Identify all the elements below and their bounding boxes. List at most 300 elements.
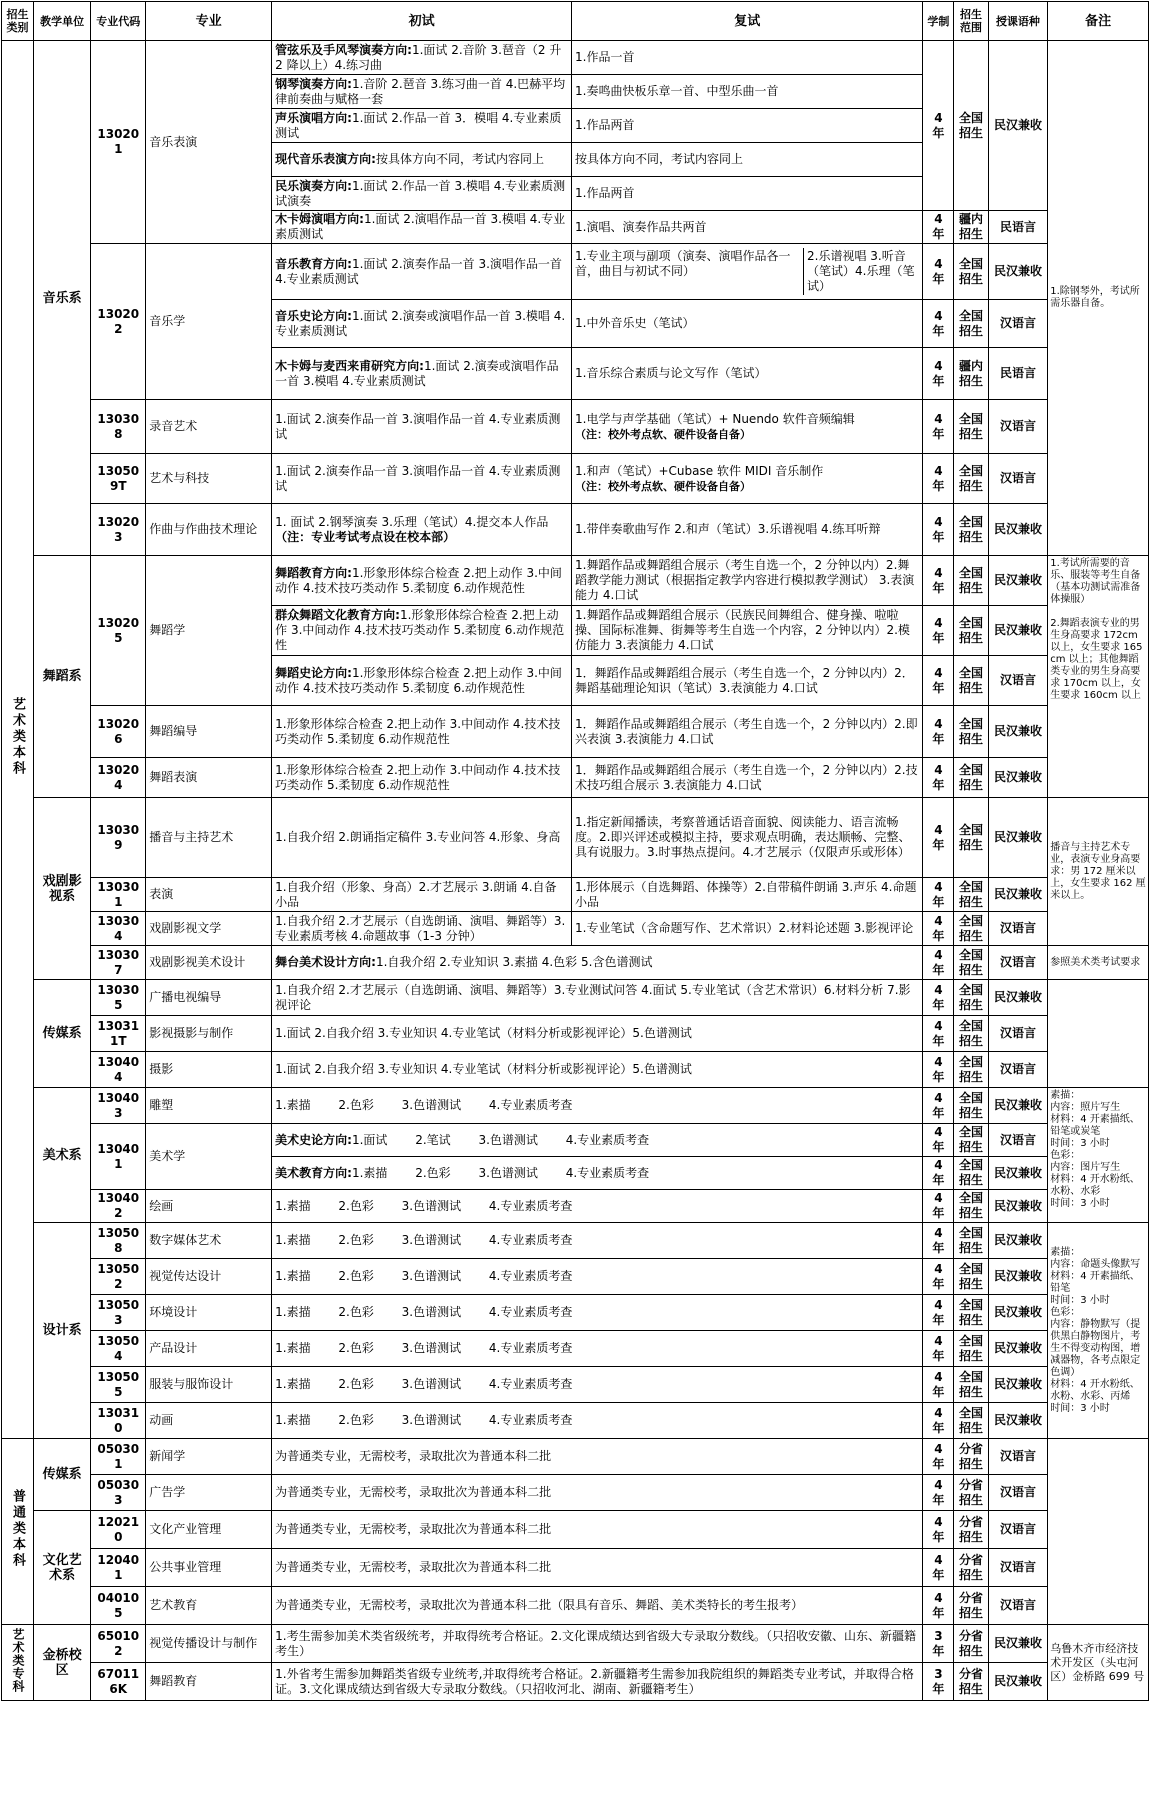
first-exam-text: 1.面试 2.笔试 3.色谱测试 4.专业素质考查 bbox=[351, 1132, 650, 1147]
scope-cell: 全国招生 bbox=[954, 758, 988, 798]
first-exam-cell: 1.素描 2.色彩 3.色谱测试 4.专业素质考查 bbox=[272, 1088, 923, 1124]
table-row bbox=[2, 1511, 1149, 1549]
first-exam-text: 1.面试 2.作品一首 3.模唱 4.专业素质测试演奏 bbox=[275, 178, 566, 208]
years-cell: 4 年 bbox=[923, 1157, 954, 1190]
table-row bbox=[2, 1223, 1149, 1259]
scope-cell: 全国招生 bbox=[954, 798, 988, 878]
header-cell: 备注 bbox=[1048, 2, 1149, 41]
years-cell: 4 年 bbox=[923, 556, 954, 606]
code-cell: 130309 bbox=[91, 798, 146, 878]
lang-cell: 民汉兼收 bbox=[988, 1157, 1048, 1190]
table-row bbox=[2, 504, 1149, 556]
note-cell-empty bbox=[1048, 1439, 1149, 1625]
second-exam-cell: 按具体方向不同，考试内容同上 bbox=[572, 143, 923, 177]
years-cell: 3 年 bbox=[923, 1625, 954, 1663]
scope-cell: 分省招生 bbox=[954, 1663, 988, 1701]
direction-label: 民乐演奏方向: bbox=[275, 178, 352, 193]
scope-cell: 疆内招生 bbox=[954, 211, 988, 244]
first-exam-text: 1.面试 2.演奏作品一首 3.演唱作品一首 4.专业素质测试 bbox=[275, 256, 562, 286]
first-exam-cell: 1.素描 2.色彩 3.色谱测试 4.专业素质考查 bbox=[272, 1259, 923, 1295]
table-row bbox=[2, 980, 1149, 1016]
scope-cell: 全国招生 bbox=[954, 244, 988, 300]
first-exam-cell bbox=[272, 75, 572, 109]
years-cell: 4 年 bbox=[923, 758, 954, 798]
table-row bbox=[2, 798, 1149, 878]
lang-cell: 汉语言 bbox=[988, 656, 1048, 706]
lang-cell: 民汉兼收 bbox=[988, 1259, 1048, 1295]
first-exam-cell bbox=[272, 606, 572, 656]
major-cell: 雕塑 bbox=[146, 1088, 272, 1124]
table-row bbox=[2, 1475, 1149, 1511]
scope-cell: 全国招生 bbox=[954, 41, 988, 211]
code-cell: 130308 bbox=[91, 400, 146, 454]
major-cell: 音乐学 bbox=[146, 244, 272, 400]
second-exam-cell: 1.专业笔试（含命题写作、艺术常识）2.材料论述题 3.影视评论 bbox=[572, 912, 923, 946]
years-cell: 4 年 bbox=[923, 504, 954, 556]
code-cell: 130304 bbox=[91, 912, 146, 946]
first-exam-cell: 1.素描 2.色彩 3.色谱测试 4.专业素质考查 bbox=[272, 1367, 923, 1403]
table-row bbox=[2, 1367, 1149, 1403]
first-exam-cell: 1.自我介绍 2.朗诵指定稿件 3.专业问答 4.形象、身高 bbox=[272, 798, 572, 878]
first-exam-cell bbox=[272, 244, 572, 300]
second-exam-cell: 1.指定新闻播读，考察普通话语音面貌、阅读能力、语言流畅度。2.即兴评述或模拟主持，要求观点明确，表达顺畅、完整、具有说服力。3.时事热点提问。4.才艺展示（仅限声乐或形体） bbox=[572, 798, 923, 878]
scope-cell: 全国招生 bbox=[954, 556, 988, 606]
major-cell: 戏剧影视美术设计 bbox=[146, 946, 272, 980]
code-cell: 130310 bbox=[91, 1403, 146, 1439]
first-exam-text: 1.音阶 2.琶音 3.练习曲一首 4.巴赫平均律前奏曲与赋格一套 bbox=[275, 76, 566, 106]
dept-cell: 戏剧影视系 bbox=[34, 798, 91, 980]
years-cell: 4 年 bbox=[923, 1052, 954, 1088]
second-exam-cell: 1.带伴奏歌曲写作 2.和声（笔试）3.乐谱视唱 4.练耳听辩 bbox=[572, 504, 923, 556]
code-cell: 670116K bbox=[91, 1663, 146, 1701]
lang-cell: 汉语言 bbox=[988, 1587, 1048, 1625]
lang-cell: 民汉兼收 bbox=[988, 798, 1048, 878]
first-exam-text: 1.面试 2.音阶 3.琶音（2 升 2 降以上）4.练习曲 bbox=[275, 42, 562, 72]
scope-cell: 全国招生 bbox=[954, 1157, 988, 1190]
years-cell: 4 年 bbox=[923, 244, 954, 300]
first-exam-text: 1.素描 2.色彩 3.色谱测试 4.专业素质考查 bbox=[351, 1165, 650, 1180]
years-cell: 4 年 bbox=[923, 1439, 954, 1475]
lang-cell: 汉语言 bbox=[988, 1124, 1048, 1157]
table-row bbox=[2, 1295, 1149, 1331]
first-exam-cell: 1.自我介绍（形象、身高）2.才艺展示 3.朗诵 4.自备小品 bbox=[272, 878, 572, 912]
first-exam-text: 1.形象形体综合检查 2.把上动作 3.中间动作 4.技术技巧类动作 5.柔韧度 6.动作规范性 bbox=[275, 665, 562, 695]
major-cell: 音乐表演 bbox=[146, 41, 272, 244]
first-exam-cell bbox=[272, 300, 572, 348]
code-cell: 130505 bbox=[91, 1367, 146, 1403]
header-cell: 教学单位 bbox=[34, 2, 91, 41]
second-exam-cell bbox=[572, 400, 923, 454]
table-row bbox=[2, 1190, 1149, 1223]
dept-cell: 舞蹈系 bbox=[34, 556, 91, 798]
first-exam-cell: 为普通类专业，无需校考，录取批次为普通本科二批（限具有音乐、舞蹈、美术类特长的考生报考） bbox=[272, 1587, 923, 1625]
first-exam-cell: 1.形象形体综合检查 2.把上动作 3.中间动作 4.技术技巧类动作 5.柔韧度 6.动作规范性 bbox=[272, 706, 572, 758]
header-cell: 招生范围 bbox=[954, 2, 988, 41]
first-exam-cell: 1.素描 2.色彩 3.色谱测试 4.专业素质考查 bbox=[272, 1403, 923, 1439]
first-exam-cell bbox=[272, 556, 572, 606]
years-cell: 4 年 bbox=[923, 980, 954, 1016]
lang-cell: 汉语言 bbox=[988, 1052, 1048, 1088]
second-exam-cell: 1.奏鸣曲快板乐章一首、中型乐曲一首 bbox=[572, 75, 923, 109]
table-row bbox=[2, 912, 1149, 946]
direction-label: 音乐教育方向: bbox=[275, 256, 352, 271]
scope-cell: 全国招生 bbox=[954, 606, 988, 656]
years-cell: 4 年 bbox=[923, 1016, 954, 1052]
scope-cell: 疆内招生 bbox=[954, 348, 988, 400]
lang-cell: 民汉兼收 bbox=[988, 1663, 1048, 1701]
major-cell: 广告学 bbox=[146, 1475, 272, 1511]
direction-label: 木卡姆与麦西来甫研究方向: bbox=[275, 358, 424, 373]
lang-cell: 汉语言 bbox=[988, 946, 1048, 980]
first-exam-text: 1.面试 2.作品一首 3．模唱 4.专业素质测试 bbox=[275, 110, 562, 140]
scope-cell: 全国招生 bbox=[954, 1190, 988, 1223]
major-cell: 舞蹈表演 bbox=[146, 758, 272, 798]
lang-cell: 民汉兼收 bbox=[988, 1625, 1048, 1663]
lang-cell: 民汉兼收 bbox=[988, 1190, 1048, 1223]
note-cell: 乌鲁木齐市经济技术开发区（头屯河区）金桥路 699 号 bbox=[1048, 1625, 1149, 1701]
scope-cell: 全国招生 bbox=[954, 706, 988, 758]
table-row bbox=[2, 1403, 1149, 1439]
first-exam-cell: 1.素描 2.色彩 3.色谱测试 4.专业素质考查 bbox=[272, 1295, 923, 1331]
major-cell: 播音与主持艺术 bbox=[146, 798, 272, 878]
major-cell: 产品设计 bbox=[146, 1331, 272, 1367]
table-row bbox=[2, 1088, 1149, 1124]
years-cell: 4 年 bbox=[923, 1259, 954, 1295]
code-cell: 130509T bbox=[91, 454, 146, 504]
lang-cell: 民语言 bbox=[988, 348, 1048, 400]
years-cell: 4 年 bbox=[923, 1295, 954, 1331]
first-exam-cell: 1.面试 2.自我介绍 3.专业知识 4.专业笔试（材料分析或影视评论）5.色谱测试 bbox=[272, 1016, 923, 1052]
scope-cell: 全国招生 bbox=[954, 454, 988, 504]
dept-cell: 音乐系 bbox=[34, 41, 91, 556]
scope-cell: 全国招生 bbox=[954, 980, 988, 1016]
code-cell: 120210 bbox=[91, 1511, 146, 1549]
major-cell: 影视摄影与制作 bbox=[146, 1016, 272, 1052]
header-cell: 专业代码 bbox=[91, 2, 146, 41]
years-cell: 4 年 bbox=[923, 1475, 954, 1511]
first-exam-cell: 1.素描 2.色彩 3.色谱测试 4.专业素质考查 bbox=[272, 1331, 923, 1367]
first-exam-cell: 1.自我介绍 2.才艺展示（自选朗诵、演唱、舞蹈等）3.专业测试问答 4.面试 5.专业笔试（含艺术常识）6.材料分析 7.影视评论 bbox=[272, 980, 923, 1016]
years-cell: 4 年 bbox=[923, 946, 954, 980]
second-exam-cell: 1.作品两首 bbox=[572, 109, 923, 143]
dept-cell: 金桥校区 bbox=[34, 1625, 91, 1701]
first-exam-text: 1.形象形体综合检查 2.把上动作 3.中间动作 4.技术技巧类动作 5.柔韧度 6.动作规范性 bbox=[275, 608, 565, 652]
admissions-table bbox=[1, 1, 1149, 1701]
second-exam-cell: 1.作品两首 bbox=[572, 177, 923, 211]
table-row bbox=[2, 1052, 1149, 1088]
code-cell: 130205 bbox=[91, 556, 146, 706]
scope-cell: 分省招生 bbox=[954, 1587, 988, 1625]
scope-cell: 全国招生 bbox=[954, 1295, 988, 1331]
code-cell: 130305 bbox=[91, 980, 146, 1016]
years-cell: 4 年 bbox=[923, 1190, 954, 1223]
dept-cell: 设计系 bbox=[34, 1223, 91, 1439]
scope-cell: 全国招生 bbox=[954, 1259, 988, 1295]
first-exam-cell: 1.考生需参加美术类省级统考，并取得统考合格证。2.文化课成绩达到省级大专录取分数线。（只招收安徽、山东、新疆籍考生） bbox=[272, 1625, 923, 1663]
first-exam-text: 1. 面试 2.钢琴演奏 3.乐理（笔试）4.提交本人作品 bbox=[275, 514, 549, 529]
lang-cell: 民汉兼收 bbox=[988, 504, 1048, 556]
second-exam-cell: 1.作品一首 bbox=[572, 41, 923, 75]
first-exam-cell bbox=[272, 1157, 923, 1190]
scope-cell: 全国招生 bbox=[954, 1403, 988, 1439]
first-exam-cell bbox=[272, 41, 572, 75]
category-cell bbox=[2, 1625, 34, 1701]
header-cell: 招生类别 bbox=[2, 2, 34, 41]
lang-cell: 民汉兼收 bbox=[988, 41, 1048, 211]
direction-label: 美术史论方向: bbox=[275, 1132, 352, 1147]
major-cell: 戏剧影视文学 bbox=[146, 912, 272, 946]
major-cell: 录音艺术 bbox=[146, 400, 272, 454]
direction-label: 美术教育方向: bbox=[275, 1165, 352, 1180]
table-row bbox=[2, 878, 1149, 912]
music-shared-second-exam: 2.乐谱视唱 3.听音（笔试）4.乐理（笔试） bbox=[807, 249, 915, 293]
first-exam-cell bbox=[272, 1124, 923, 1157]
scope-cell: 全国招生 bbox=[954, 878, 988, 912]
second-exam-cell: 1．舞蹈作品或舞蹈组合展示（考生自选一个，2 分钟以内）2．舞蹈基础理论知识（笔试）3.表演能力 4.口试 bbox=[572, 656, 923, 706]
years-cell: 4 年 bbox=[923, 1331, 954, 1367]
lang-cell: 民汉兼收 bbox=[988, 1295, 1048, 1331]
first-exam-text: 1.自我介绍 2.专业知识 3.素描 4.色彩 5.含色谱测试 bbox=[375, 955, 653, 969]
lang-cell: 汉语言 bbox=[988, 454, 1048, 504]
major-cell: 服装与服饰设计 bbox=[146, 1367, 272, 1403]
lang-cell: 民汉兼收 bbox=[988, 1223, 1048, 1259]
lang-cell: 汉语言 bbox=[988, 912, 1048, 946]
scope-cell: 全国招生 bbox=[954, 400, 988, 454]
first-exam-cell: 1.自我介绍 2.才艺展示（自选朗诵、演唱、舞蹈等）3.专业素质考核 4.命题故事（1-3 分钟） bbox=[272, 912, 572, 946]
code-cell: 130203 bbox=[91, 504, 146, 556]
major-cell: 动画 bbox=[146, 1403, 272, 1439]
major-cell: 视觉传达设计 bbox=[146, 1259, 272, 1295]
first-exam-cell: 为普通类专业，无需校考，录取批次为普通本科二批 bbox=[272, 1549, 923, 1587]
header-cell: 学制 bbox=[923, 2, 954, 41]
direction-label: 木卡姆演唱方向: bbox=[275, 212, 364, 226]
code-cell: 130403 bbox=[91, 1088, 146, 1124]
table-row bbox=[2, 1625, 1149, 1663]
code-cell: 050303 bbox=[91, 1475, 146, 1511]
code-cell: 130502 bbox=[91, 1259, 146, 1295]
header-row bbox=[2, 2, 1149, 41]
dept-cell: 美术系 bbox=[34, 1088, 91, 1223]
scope-cell: 全国招生 bbox=[954, 1052, 988, 1088]
note-cell: 素描： 内容：照片写生 材料：4 开素描纸、铅笔或炭笔 时间：3 小时 色彩： 内容：图片写生 材料：4 开水粉纸、水粉、水彩 时间：3 小时 bbox=[1048, 1088, 1149, 1223]
dept-cell: 传媒系 bbox=[34, 980, 91, 1088]
first-exam-cell bbox=[272, 656, 572, 706]
second-exam-cell: 1．舞蹈作品或舞蹈组合展示（考生自选一个，2 分钟以内）2.技术技巧组合展示 3.表演能力 4.口试 bbox=[572, 758, 923, 798]
years-cell: 4 年 bbox=[923, 1549, 954, 1587]
years-cell: 4 年 bbox=[923, 1088, 954, 1124]
code-cell: 130204 bbox=[91, 758, 146, 798]
direction-label: 音乐史论方向: bbox=[275, 308, 352, 323]
first-exam-cell: 为普通类专业，无需校考，录取批次为普通本科二批 bbox=[272, 1511, 923, 1549]
code-cell: 130311T bbox=[91, 1016, 146, 1052]
first-exam-text: 1.形象形体综合检查 2.把上动作 3.中间动作 4.技术技巧类动作 5.柔韧度 6.动作规范性 bbox=[275, 565, 562, 595]
major-cell: 新闻学 bbox=[146, 1439, 272, 1475]
dept-cell: 文化艺术系 bbox=[34, 1511, 91, 1625]
table-row bbox=[2, 1124, 1149, 1157]
category-label: 普通类本科 bbox=[10, 1489, 26, 1569]
major-cell: 环境设计 bbox=[146, 1295, 272, 1331]
years-cell: 4 年 bbox=[923, 41, 954, 211]
second-exam-cell bbox=[572, 244, 923, 300]
note-cell: 播音与主持艺术专业，表演专业身高要求：男 172 厘米以上，女生要求 162 厘米以上。 bbox=[1048, 798, 1149, 946]
second-exam-cell: 1．舞蹈作品或舞蹈组合展示（考生自选一个，2 分钟以内）2.即兴表演 3.表演能力 4.口试 bbox=[572, 706, 923, 758]
lang-cell: 民汉兼收 bbox=[988, 606, 1048, 656]
code-cell: 130504 bbox=[91, 1331, 146, 1367]
years-cell: 4 年 bbox=[923, 1223, 954, 1259]
years-cell: 4 年 bbox=[923, 606, 954, 656]
major-cell: 公共事业管理 bbox=[146, 1549, 272, 1587]
major-cell: 数字媒体艺术 bbox=[146, 1223, 272, 1259]
scope-cell: 全国招生 bbox=[954, 1367, 988, 1403]
code-cell: 130206 bbox=[91, 706, 146, 758]
table-row bbox=[2, 1331, 1149, 1367]
first-exam-cell: 为普通类专业，无需校考，录取批次为普通本科二批 bbox=[272, 1439, 923, 1475]
code-cell: 050301 bbox=[91, 1439, 146, 1475]
first-exam-cell: 1.面试 2.自我介绍 3.专业知识 4.专业笔试（材料分析或影视评论）5.色谱测试 bbox=[272, 1052, 923, 1088]
second-exam-text: 1.和声（笔试）+Cubase 软件 MIDI 音乐制作 bbox=[575, 463, 824, 478]
major-cell: 舞蹈教育 bbox=[146, 1663, 272, 1701]
lang-cell: 民汉兼收 bbox=[988, 1088, 1048, 1124]
category-cell bbox=[2, 1439, 34, 1625]
major-cell: 舞蹈学 bbox=[146, 556, 272, 706]
major-cell: 舞蹈编导 bbox=[146, 706, 272, 758]
scope-cell: 分省招生 bbox=[954, 1439, 988, 1475]
first-exam-cell bbox=[272, 946, 923, 980]
first-exam-note: （注：专业考试考点设在校本部） bbox=[275, 529, 456, 544]
lang-cell: 民汉兼收 bbox=[988, 980, 1048, 1016]
first-exam-cell: 1.形象形体综合检查 2.把上动作 3.中间动作 4.技术技巧类动作 5.柔韧度 6.动作规范性 bbox=[272, 758, 572, 798]
header-cell: 初试 bbox=[272, 2, 572, 41]
first-exam-cell bbox=[272, 143, 572, 177]
category-label: 艺术类本科 bbox=[10, 697, 26, 777]
scope-cell: 分省招生 bbox=[954, 1475, 988, 1511]
table-row bbox=[2, 1439, 1149, 1475]
scope-cell: 全国招生 bbox=[954, 1088, 988, 1124]
lang-cell: 汉语言 bbox=[988, 1016, 1048, 1052]
lang-cell: 民汉兼收 bbox=[988, 244, 1048, 300]
major-cell: 广播电视编导 bbox=[146, 980, 272, 1016]
code-cell: 130202 bbox=[91, 244, 146, 400]
major-cell: 视觉传播设计与制作 bbox=[146, 1625, 272, 1663]
table-row bbox=[2, 946, 1149, 980]
code-cell: 130402 bbox=[91, 1190, 146, 1223]
scope-cell: 全国招生 bbox=[954, 946, 988, 980]
note-cell: 参照美术类考试要求 bbox=[1048, 946, 1149, 980]
first-exam-text: 1.面试 2.演唱作品一首 3.模唱 4.专业素质测试 bbox=[275, 212, 566, 241]
years-cell: 4 年 bbox=[923, 798, 954, 878]
table-row bbox=[2, 244, 1149, 300]
lang-cell: 民汉兼收 bbox=[988, 706, 1048, 758]
lang-cell: 民汉兼收 bbox=[988, 1367, 1048, 1403]
first-exam-text: 按具体方向不同，考试内容同上 bbox=[375, 152, 544, 166]
dept-cell: 传媒系 bbox=[34, 1439, 91, 1511]
scope-cell: 全国招生 bbox=[954, 504, 988, 556]
major-cell: 作曲与作曲技术理论 bbox=[146, 504, 272, 556]
second-exam-cell: 1.形体展示（自选舞蹈、体操等）2.自带稿件朗诵 3.声乐 4.命题小品 bbox=[572, 878, 923, 912]
note-cell-empty bbox=[1048, 980, 1149, 1088]
first-exam-cell bbox=[272, 504, 572, 556]
code-cell: 130201 bbox=[91, 41, 146, 244]
first-exam-cell bbox=[272, 177, 572, 211]
first-exam-cell bbox=[272, 211, 572, 244]
years-cell: 4 年 bbox=[923, 454, 954, 504]
first-exam-cell bbox=[272, 348, 572, 400]
second-exam-cell: 1.演唱、演奏作品共两首 bbox=[572, 211, 923, 244]
major-cell: 绘画 bbox=[146, 1190, 272, 1223]
lang-cell: 民汉兼收 bbox=[988, 1403, 1048, 1439]
scope-cell: 全国招生 bbox=[954, 656, 988, 706]
table-row bbox=[2, 41, 1149, 75]
first-exam-cell: 1.素描 2.色彩 3.色谱测试 4.专业素质考查 bbox=[272, 1190, 923, 1223]
header-cell: 授课语种 bbox=[988, 2, 1048, 41]
lang-cell: 汉语言 bbox=[988, 1439, 1048, 1475]
first-exam-cell: 1.面试 2.演奏作品一首 3.演唱作品一首 4.专业素质测试 bbox=[272, 400, 572, 454]
lang-cell: 民汉兼收 bbox=[988, 1331, 1048, 1367]
scope-cell: 分省招生 bbox=[954, 1625, 988, 1663]
lang-cell: 民汉兼收 bbox=[988, 878, 1048, 912]
scope-cell: 分省招生 bbox=[954, 1549, 988, 1587]
code-cell: 130503 bbox=[91, 1295, 146, 1331]
code-cell: 130508 bbox=[91, 1223, 146, 1259]
direction-label: 舞蹈教育方向: bbox=[275, 565, 352, 580]
second-exam-note: （注：校外考点软、硬件设备自备） bbox=[575, 479, 752, 493]
direction-label: 现代音乐表演方向: bbox=[275, 152, 376, 166]
years-cell: 3 年 bbox=[923, 1663, 954, 1701]
lang-cell: 汉语言 bbox=[988, 400, 1048, 454]
major-cell: 文化产业管理 bbox=[146, 1511, 272, 1549]
table-row bbox=[2, 706, 1149, 758]
direction-label: 舞蹈史论方向: bbox=[275, 665, 352, 680]
first-exam-text: 1.面试 2.演奏或演唱作品一首 3.模唱 4.专业素质测试 bbox=[275, 358, 559, 388]
table-row bbox=[2, 1663, 1149, 1701]
second-exam-text: 1.电学与声学基础（笔试）+ Nuendo 软件音频编辑 bbox=[575, 411, 855, 426]
code-cell: 130301 bbox=[91, 878, 146, 912]
first-exam-cell: 1.面试 2.演奏作品一首 3.演唱作品一首 4.专业素质测试 bbox=[272, 454, 572, 504]
years-cell: 4 年 bbox=[923, 656, 954, 706]
first-exam-text: 1.面试 2.演奏或演唱作品一首 3.模唱 4.专业素质测试 bbox=[275, 308, 566, 338]
category-label: 艺术类专科 bbox=[11, 1627, 26, 1693]
direction-label: 舞台美术设计方向: bbox=[275, 955, 376, 969]
major-cell: 艺术教育 bbox=[146, 1587, 272, 1625]
years-cell: 4 年 bbox=[923, 348, 954, 400]
major-cell: 美术学 bbox=[146, 1124, 272, 1190]
lang-cell: 民语言 bbox=[988, 211, 1048, 244]
major-cell: 表演 bbox=[146, 878, 272, 912]
note-cell: 1.考试所需要的音乐、服装等考生自备（基本功测试需准备体操服） 2.舞蹈表演专业的男生身高要求 172cm 以上，女生要求 165cm 以上；其他舞蹈类专业的男生身高要求 170cm 以上，女生要求 160cm 以上 bbox=[1048, 556, 1149, 798]
years-cell: 4 年 bbox=[923, 211, 954, 244]
direction-label: 钢琴演奏方向: bbox=[275, 76, 352, 91]
first-exam-cell: 1.外省考生需参加舞蹈类省级专业统考,并取得统考合格证。2.新疆籍考生需参加我院组织的舞蹈类专业考试，并取得合格证。3.文化课成绩达到省级大专录取分数线。（只招收河北、湖南、新疆籍考生） bbox=[272, 1663, 923, 1701]
second-exam-cell: 1.中外音乐史（笔试） bbox=[572, 300, 923, 348]
years-cell: 4 年 bbox=[923, 300, 954, 348]
table-row bbox=[2, 1587, 1149, 1625]
second-exam-cell bbox=[572, 454, 923, 504]
second-exam-cell: 1.舞蹈作品或舞蹈组合展示（考生自选一个，2 分钟以内）2.舞蹈教学能力测试（根据指定教学内容进行模拟教学测试） 3.表演能力 4.口试 bbox=[572, 556, 923, 606]
code-cell: 130307 bbox=[91, 946, 146, 980]
major-cell: 摄影 bbox=[146, 1052, 272, 1088]
scope-cell: 全国招生 bbox=[954, 300, 988, 348]
second-exam-cell: 1.舞蹈作品或舞蹈组合展示（民族民间舞组合、健身操、啦啦操、国际标准舞、街舞等考生自选一个内容，2 分钟以内）2.模仿能力 3.表演能力 4.口试 bbox=[572, 606, 923, 656]
lang-cell: 汉语言 bbox=[988, 1475, 1048, 1511]
code-cell: 130404 bbox=[91, 1052, 146, 1088]
scope-cell: 全国招生 bbox=[954, 1124, 988, 1157]
first-exam-cell bbox=[272, 109, 572, 143]
note-cell: 1.除钢琴外，考试所需乐器自备。 bbox=[1048, 41, 1149, 556]
table-row bbox=[2, 454, 1149, 504]
code-cell: 120401 bbox=[91, 1549, 146, 1587]
header-cell: 专业 bbox=[146, 2, 272, 41]
table-row bbox=[2, 1016, 1149, 1052]
